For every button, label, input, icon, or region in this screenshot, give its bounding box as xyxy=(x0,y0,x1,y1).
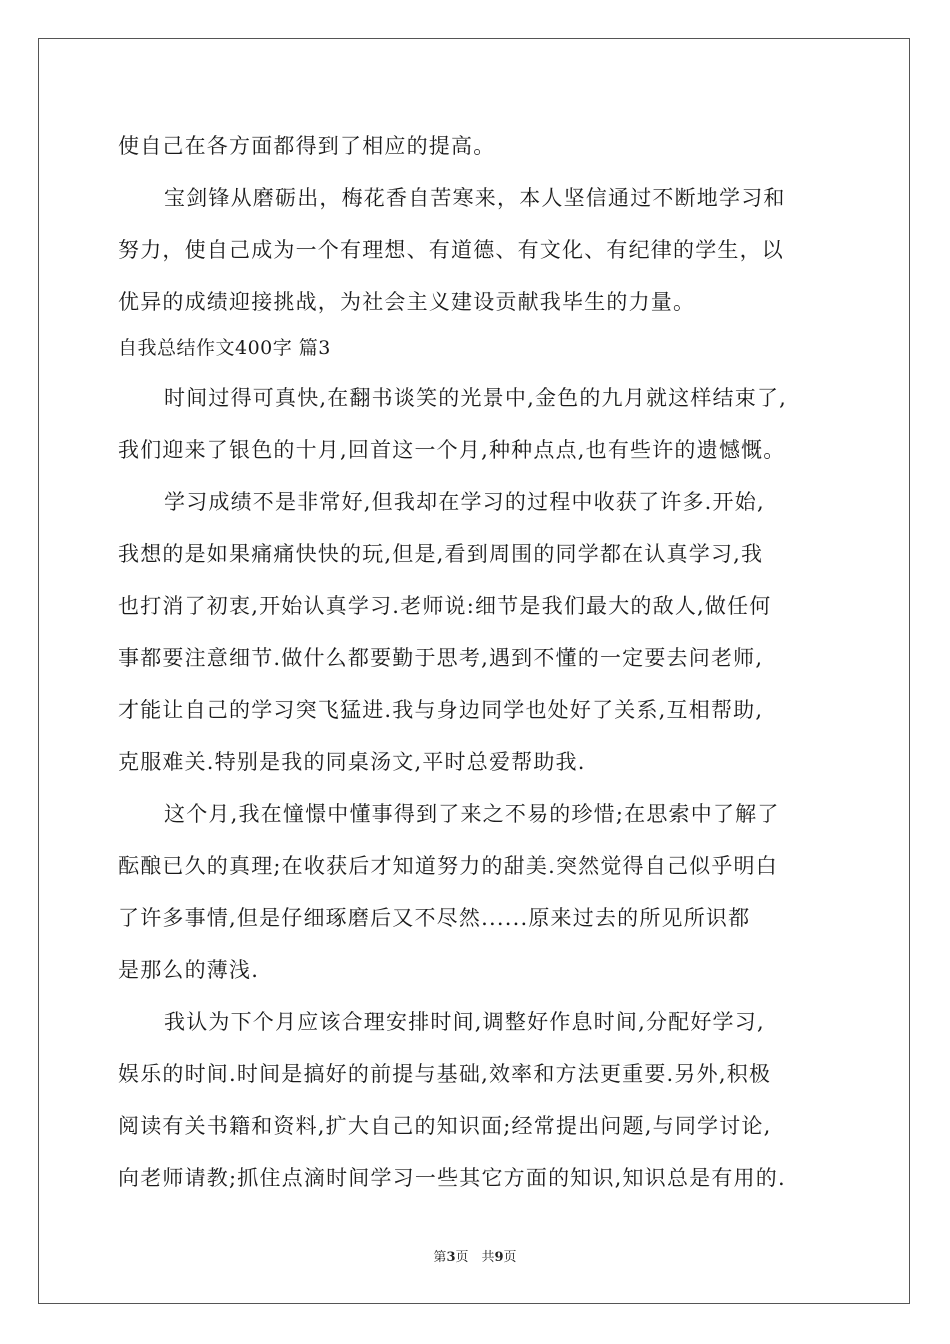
page-label-suffix: 页 xyxy=(503,1250,517,1265)
section-heading: 自我总结作文400字 篇3 xyxy=(118,337,331,359)
text-line: 使自己在各方面都得到了相应的提高。 xyxy=(118,134,496,158)
text-line: 娱乐的时间.时间是搞好的前提与基础,效率和方法更重要.另外,积极 xyxy=(118,1062,772,1086)
text-line: 了许多事情,但是仔细琢磨后又不尽然......原来过去的所见所识都 xyxy=(118,906,751,930)
document-body xyxy=(118,120,838,1204)
text-line: 事都要注意细节.做什么都要勤于思考,遇到不懂的一定要去问老师, xyxy=(118,646,764,670)
text-line: 努力，使自己成为一个有理想、有道德、有文化、有纪律的学生，以 xyxy=(118,238,784,262)
page-label-mid: 页 共 xyxy=(455,1250,495,1265)
text-line: 阅读有关书籍和资料,扩大自己的知识面;经常提出问题,与同学讨论, xyxy=(118,1114,772,1138)
text-line: 克服难关.特别是我的同桌汤文,平时总爱帮助我. xyxy=(118,750,586,774)
text-line: 向老师请教;抓住点滴时间学习一些其它方面的知识,知识总是有用的. xyxy=(118,1166,786,1190)
page-number: 3 xyxy=(446,1250,456,1265)
text-line: 我们迎来了银色的十月,回首这一个月,种种点点,也有些许的遗憾慨。 xyxy=(118,438,786,462)
text-line: 宝剑锋从磨砺出，梅花香自苦寒来，本人坚信通过不断地学习和 xyxy=(164,186,786,210)
text-line: 这个月,我在憧憬中懂事得到了来之不易的珍惜;在思索中了解了 xyxy=(164,802,780,826)
page-total: 9 xyxy=(494,1250,504,1265)
text-line: 学习成绩不是非常好,但我却在学习的过程中收获了许多.开始, xyxy=(164,490,765,514)
text-line: 也打消了初衷,开始认真学习.老师说:细节是我们最大的敌人,做任何 xyxy=(118,594,772,618)
text-line: 我认为下个月应该合理安排时间,调整好作息时间,分配好学习, xyxy=(164,1010,765,1034)
text-line: 是那么的薄浅. xyxy=(118,958,260,982)
page-footer xyxy=(0,1246,950,1265)
text-line: 时间过得可真快,在翻书谈笑的光景中,金色的九月就这样结束了, xyxy=(164,386,788,410)
text-line: 我想的是如果痛痛快快的玩,但是,看到周围的同学都在认真学习,我 xyxy=(118,542,764,566)
text-line: 才能让自己的学习突飞猛进.我与身边同学也处好了关系,互相帮助, xyxy=(118,698,764,722)
text-line: 优异的成绩迎接挑战，为社会主义建设贡献我毕生的力量。 xyxy=(118,290,696,314)
page-label-prefix: 第 xyxy=(433,1250,447,1265)
text-line: 酝酿已久的真理;在收获后才知道努力的甜美.突然觉得自己似乎明白 xyxy=(118,854,778,878)
